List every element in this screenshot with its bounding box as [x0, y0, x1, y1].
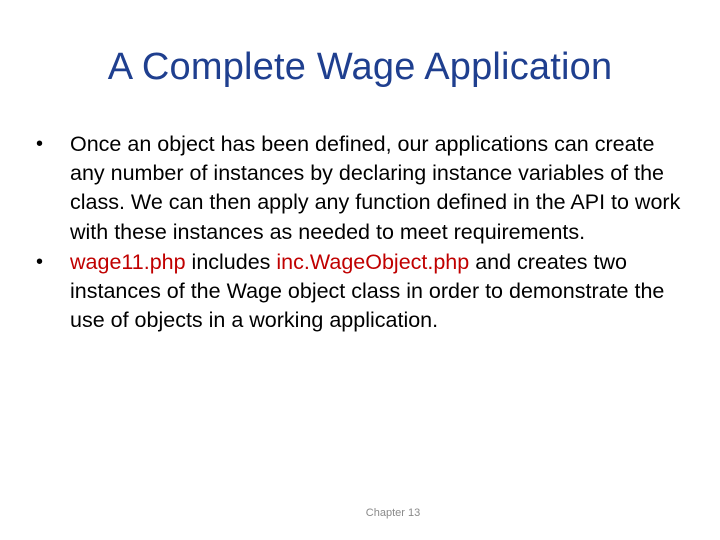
file-name-inc-wage-object: inc.WageObject.php	[276, 249, 470, 274]
file-name-wage11: wage11.php	[70, 249, 186, 274]
bullet-item	[36, 248, 682, 336]
slide-title: A Complete Wage Application	[107, 46, 613, 88]
bullet-item	[36, 130, 682, 247]
bullet-icon: •	[36, 133, 44, 155]
bullet-text: Once an object has been defined, our applications can create any number of instances by declaring instance variables of the class. We can then apply any function defined in the API to work with these instances as needed to meet requirements.	[70, 132, 681, 244]
bullet-text-end: and creates two instances of the Wage object class in order to demonstrate the use of objects in a working application.	[70, 249, 665, 333]
bullet-list	[36, 130, 682, 335]
slide-footer: Chapter 13	[365, 507, 421, 519]
bullet-text-middle: includes	[185, 249, 277, 274]
bullet-icon: •	[36, 250, 44, 273]
